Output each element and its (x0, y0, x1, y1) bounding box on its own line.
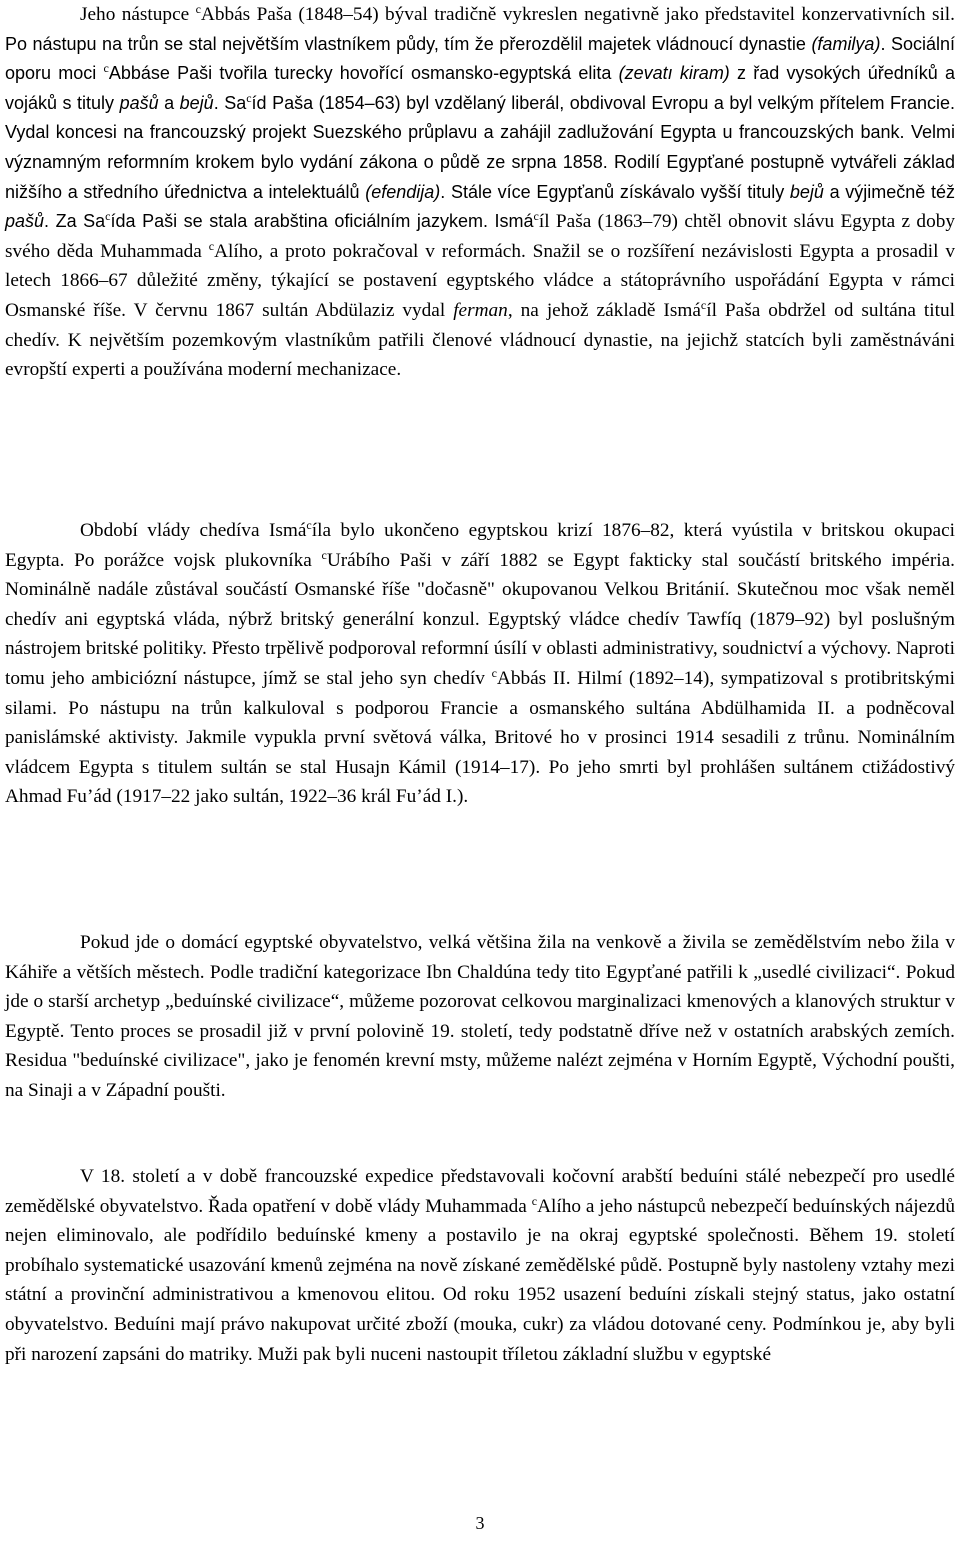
text-run: . Sa (213, 92, 247, 113)
text-run: Alího, a proto pokračoval v reformách. Snažil se o rozšíření nezávislosti Egypta a prosadil v letech 1866–67 důležité změny, týkající se postavení egyptského vládce a státoprávního uspořádání Egypta v rámci Osmanské říše. V červnu 1867 sultán Abdülaziz vydal (5, 240, 955, 321)
text-run: . Sociální oporu moci (5, 33, 955, 84)
text-run: Jeho nástupce (80, 4, 196, 25)
superscript-ayin: c (208, 238, 215, 253)
text-run: Abbáse Paši tvořila turecky hovořící osmansko-egyptská elita (108, 63, 619, 84)
superscript-ayin: c (321, 547, 327, 562)
italic-term: (zevatı kiram) (618, 63, 730, 84)
text-run: íl Paša (1863–79) chtěl obnovit slávu Egypta z doby svého děda Muhammada (5, 211, 955, 262)
text-run: , na jehož základě Ismá (507, 299, 701, 321)
superscript-ayin: c (533, 209, 539, 224)
italic-term: ferman (453, 299, 508, 321)
superscript-ayin: c (195, 2, 201, 16)
superscript-ayin: c (306, 518, 312, 532)
superscript-ayin: c (491, 665, 497, 680)
text-run: Abbás II. Hilmí (1892–14), sympatizoval s protibritskými silami. Po nástupu na trůn kalkuloval s podporou Francie a osmanského sultána Abdülhamida II. a podněcoval panislámské aktivisty. Jakmile vypukla první světová válka, Britové ho v prosinci 1914 sesadili z trůnu. Nominálním vládcem Egypta s titulem sultán se stal Husajn Kámil (1914–17). Po jeho smrti byl prohlášen sultánem ctižádostivý Ahmad Fu’ád (1917–22 jako sultán, 1922–36 král Fu’ád I.). (5, 667, 955, 808)
text-run: Alího a jeho nástupců nebezpečí beduínských nájezdů nejen eliminovalo, ale podřídilo beduínské kmeny a postavilo je na okraj egyptské společnosti. Během 19. století probíhalo systematické usazování kmenů zejména na nově získané zemědělské půdě. Postupně byly nastoleny vztahy mezi státní a provinční administrativou a kmenovou elitou. Od roku 1952 usazení beduíni získali stejný status, jako ostatní obyvatelstvo. Beduíni mají právo nakupovat určité zboží (mouka, cukr) za vládou dotované ceny. Podmínkou je, aby byli při narození zapsáni do matriky. Muži pak byli nuceni nastoupit tříletou základní službu v egyptské (5, 1195, 956, 1365)
italic-term: bejů (789, 181, 824, 202)
text-run: Období vlády chedíva Ismá (80, 520, 307, 541)
italic-term: (efendija) (365, 181, 441, 202)
paragraph-3 (5, 928, 955, 1106)
superscript-ayin: c (103, 61, 109, 76)
text-run: . Za Sa (44, 211, 106, 232)
paragraph-4 (5, 1162, 955, 1369)
document-page (5, 0, 955, 1541)
text-run: a výjimečně též (823, 181, 955, 202)
superscript-ayin: c (105, 209, 111, 224)
text-run: Po nástupu na trůn se stal největším vlastníkem půdy, tím že přerozdělil majetek vládnoucí dynastie (5, 33, 812, 54)
text-run: ída Paši se stala arabština oficiálním jazykem. Ismá (110, 211, 534, 232)
italic-term: pašů (5, 211, 45, 232)
text-run: V 18. století a v době francouzské expedice představovali kočovní arabští beduíni stálé nebezpečí pro usedlé zemědělské obyvatelstvo. Řada opatření v době vlády Muhammada (5, 1166, 955, 1217)
text-run: . Stále více Egypťanů získávalo vyšší tituly (440, 181, 790, 202)
text-run: íd Paša (1854–63) byl vzdělaný liberál, obdivoval Evropu a byl velkým přítelem Francie. Vydal koncesi na francouzský projekt Suezského průplavu a zahájil zadlužování Egypta u francouzských bank. Velmi významným reformním krokem bylo vydání zákona o půdě ze srpna 1858. Rodilí Egypťané postupně vytvářeli základ nižšího a středního úřednictva a intelektuálů (5, 92, 955, 202)
italic-term: pašů (119, 92, 159, 113)
italic-term: bejů (179, 92, 214, 113)
text-run: íl Paša obdržel od sultána titul chedív. K největším pozemkovým vlastníkům patřili členové vládnoucí dynastie, na jejichž statcích byli zaměstnáváni evropští experti a používána moderní mechanizace. (5, 299, 956, 381)
paragraph-2 (5, 516, 955, 812)
superscript-ayin: c (531, 1193, 538, 1208)
text-run: a (158, 92, 180, 113)
text-run: z řad vysokých úředníků a vojáků s tituly (5, 63, 956, 113)
text-run: Urábího Paši v září 1882 se Egypt fakticky stal součástí britského impéria. Nominálně nadále zůstával součástí Osmanské říše "dočasně" okupovanou Velkou Británií. Skutečnou moc však neměl chedív ani egyptská vláda, nýbrž britský generální konzul. Egyptský vládce chedív Tawfíq (1879–92) byl poslušným nástrojem britské politiky. Přesto trpělivě podporoval reformní úsílí v oblasti administrativy, soudnictví a výchovy. Naproti tomu jeho ambiciózní nástupce, jímž se stal jeho syn chedív (5, 549, 955, 689)
italic-term: (familya) (811, 33, 881, 54)
superscript-ayin: c (246, 90, 252, 105)
text-run: Pokud jde o domácí egyptské obyvatelstvo, velká většina žila na venkově a živila se zemědělstvím nebo žila v Káhiře a větších městech. Podle tradiční kategorizace Ibn Chaldúna tedy tito Egypťané patřili k „usedlé civilizaci“. Pokud jde o starší archetyp „beduínské civilizace“, můžeme pozorovat celkovou marginalizaci kmenových a klanových struktur v Egyptě. Tento proces se prosadil již v první polovině 19. století, tedy podstatně dříve než v ostatních arabských zemích. Residua "beduínské civilizace", jako je fenomén krevní msty, můžeme nalézt zejména v Horním Egyptě, Východní poušti, na Sinaji a v Západní poušti. (5, 932, 955, 1101)
paragraph-1 (5, 0, 955, 385)
superscript-ayin: c (700, 297, 707, 312)
text-run: íla bylo ukončeno egyptskou krizí 1876–82, která vyústila v britskou okupaci Egypta. Po porážce vojsk plukovníka (5, 520, 955, 571)
text-run: Abbás Paša (1848–54) býval tradičně vykreslen negativně jako představitel konzervativních sil. (200, 4, 955, 25)
page-number: 3 (475, 1513, 485, 1533)
